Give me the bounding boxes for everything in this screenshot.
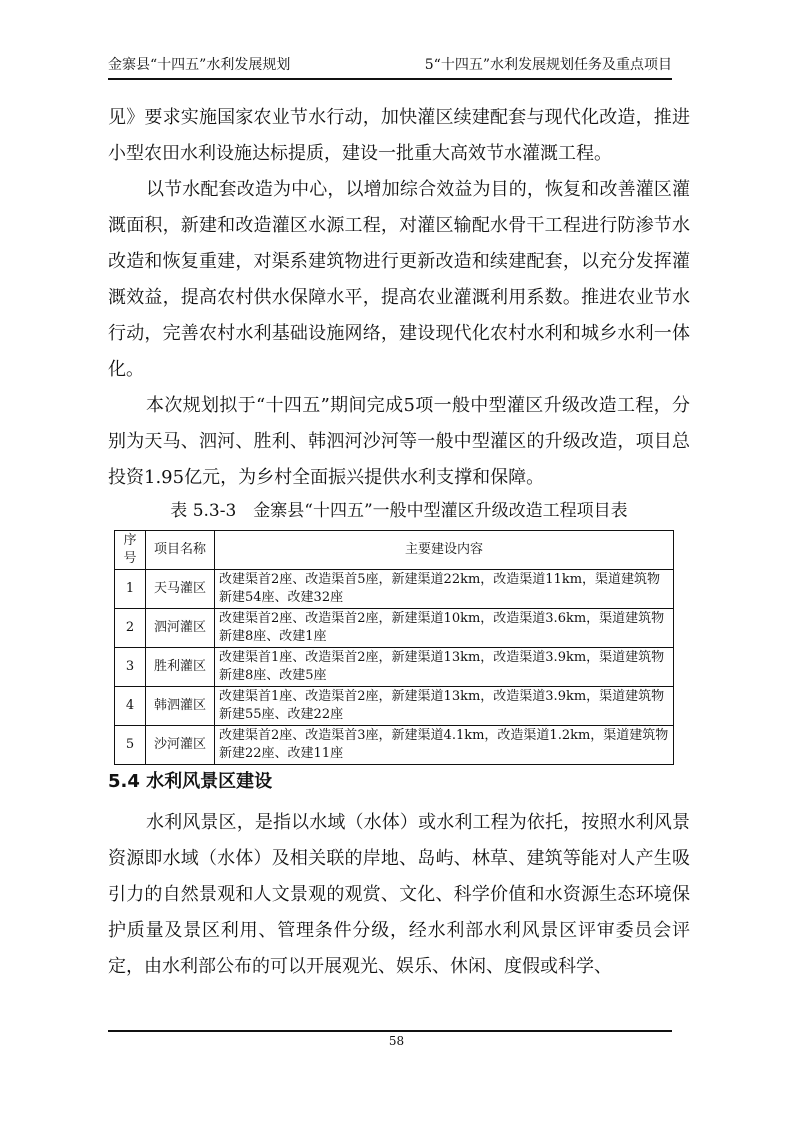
row-content: 改建渠首2座、改造渠首2座，新建渠道10km，改造渠道3.6km，渠道建筑物新建8座、改建1座 xyxy=(215,609,674,648)
header-no: 序号 xyxy=(115,531,146,570)
header-name: 项目名称 xyxy=(146,531,215,570)
header-left-title: 金寨县“十四五”水利发展规划 xyxy=(108,57,291,73)
table-row xyxy=(115,570,674,609)
row-no: 2 xyxy=(115,609,146,648)
section-title: 5.4 水利风景区建设 xyxy=(108,771,273,792)
row-name: 泗河灌区 xyxy=(146,609,215,648)
row-name: 天马灌区 xyxy=(146,570,215,609)
paragraph-scenic-area: 水利风景区，是指以水域（水体）或水利工程为依托，按照水利风景资源即水域（水体）及相关联的岸地、岛屿、林草、建筑等能对人产生吸引力的自然景观和人文景观的观赏、文化、科学价值和水资源生态环境保护质量及景区利用、管理条件分级，经水利部水利风景区评审委员会评定，由水利部公布的可以开展观光、娱乐、休闲、度假或科学、 xyxy=(108,812,690,977)
header-rule xyxy=(108,78,672,80)
project-table xyxy=(114,530,674,765)
table-row xyxy=(115,609,674,648)
paragraph-plan: 本次规划拟于“十四五”期间完成5项一般中型灌区升级改造工程，分别为天马、泗河、胜利、韩泗河沙河等一般中型灌区的升级改造，项目总投资1.95亿元，为乡村全面振兴提供水利支撑和保障。 xyxy=(108,395,690,488)
table-row xyxy=(115,687,674,726)
header-content: 主要建设内容 xyxy=(215,531,674,570)
header-right-title: 5“十四五”水利发展规划任务及重点项目 xyxy=(424,57,672,73)
row-content: 改建渠首2座、改造渠首5座，新建渠道22km，改造渠道11km，渠道建筑物新建54座、改建32座 xyxy=(215,570,674,609)
document-body xyxy=(108,100,690,985)
row-no: 3 xyxy=(115,648,146,687)
table-row xyxy=(115,726,674,765)
row-no: 4 xyxy=(115,687,146,726)
table-caption: 表 5.3-3 金寨县“十四五”一般中型灌区升级改造工程项目表 xyxy=(170,501,628,521)
row-name: 胜利灌区 xyxy=(146,648,215,687)
page-header xyxy=(108,46,672,76)
row-content: 改建渠首1座、改造渠首2座，新建渠道13km，改造渠道3.9km，渠道建筑物新建55座、改建22座 xyxy=(215,687,674,726)
row-no: 5 xyxy=(115,726,146,765)
footer-rule xyxy=(108,1030,672,1032)
table-header-row xyxy=(115,531,674,570)
table-row xyxy=(115,648,674,687)
paragraph-continued: 见》要求实施国家农业节水行动，加快灌区续建配套与现代化改造，推进小型农田水利设施达标提质，建设一批重大高效节水灌溉工程。 xyxy=(108,107,690,164)
page-number: 58 xyxy=(388,1034,405,1048)
row-no: 1 xyxy=(115,570,146,609)
row-name: 沙河灌区 xyxy=(146,726,215,765)
row-content: 改建渠首2座、改造渠首3座，新建渠道4.1km，改造渠道1.2km，渠道建筑物新建22座、改建11座 xyxy=(215,726,674,765)
row-content: 改建渠首1座、改造渠首2座，新建渠道13km，改造渠道3.9km，渠道建筑物新建8座、改建5座 xyxy=(215,648,674,687)
paragraph-irrigation: 以节水配套改造为中心，以增加综合效益为目的，恢复和改善灌区灌溉面积，新建和改造灌区水源工程，对灌区输配水骨干工程进行防渗节水改造和恢复重建，对渠系建筑物进行更新改造和续建配套，以充分发挥灌溉效益，提高农村供水保障水平，提高农业灌溉利用系数。推进农业节水行动，完善农村水利基础设施网络，建设现代化农村水利和城乡水利一体化。 xyxy=(108,179,690,380)
row-name: 韩泗灌区 xyxy=(146,687,215,726)
